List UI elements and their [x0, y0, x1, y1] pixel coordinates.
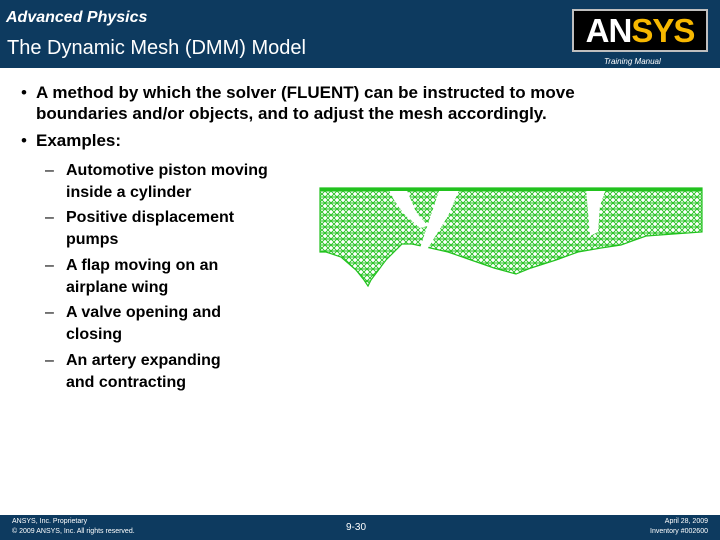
- mesh-domain: [320, 188, 702, 286]
- slide-title: The Dynamic Mesh (DMM) Model: [7, 37, 306, 59]
- training-manual-label: Training Manual: [604, 57, 661, 66]
- logo-text-sys: SYS: [631, 11, 695, 49]
- example-item: [45, 350, 316, 393]
- example-line1: Automotive piston moving: [66, 162, 268, 179]
- valve-mesh-image: [316, 182, 706, 292]
- footer-left: [12, 517, 135, 537]
- mesh-top-band: [320, 188, 702, 191]
- ansys-logo: [572, 9, 708, 52]
- example-line2: pumps: [66, 230, 119, 248]
- footer-copyright: © 2009 ANSYS, Inc. All rights reserved.: [12, 528, 135, 535]
- bullet-dot-icon: •: [21, 131, 27, 150]
- example-line1: A flap moving on an: [66, 257, 219, 274]
- footer-inventory: Inventory #002600: [650, 528, 708, 535]
- dash-icon: –: [45, 352, 54, 369]
- course-name: Advanced Physics: [6, 9, 148, 26]
- example-item: [45, 255, 316, 298]
- bullet-examples: [21, 130, 122, 151]
- example-line2: and contracting: [66, 373, 187, 391]
- dash-icon: –: [45, 304, 54, 321]
- dash-icon: –: [45, 209, 54, 226]
- example-line1: Positive displacement: [66, 209, 235, 226]
- footer-right: [650, 517, 708, 537]
- example-line2: closing: [66, 325, 123, 343]
- bullet-method-line1: A method by which the solver (FLUENT) can be instructed to move: [36, 83, 575, 102]
- footer-bar: [0, 515, 720, 540]
- bullet-examples-text: Examples:: [36, 131, 122, 150]
- example-line2: airplane wing: [66, 278, 169, 296]
- header-bar: [0, 0, 720, 68]
- example-line1: A valve opening and: [66, 304, 221, 321]
- dash-icon: –: [45, 162, 54, 179]
- example-line1: An artery expanding: [66, 352, 221, 369]
- footer-date: April 28, 2009: [664, 518, 708, 525]
- example-line2: inside a cylinder: [66, 183, 192, 201]
- logo-text-an: AN: [585, 11, 632, 49]
- example-item: [45, 302, 316, 345]
- bullet-method-line2: boundaries and/or objects, and to adjust the mesh accordingly.: [36, 104, 547, 123]
- example-item: [45, 207, 316, 250]
- dash-icon: –: [45, 257, 54, 274]
- bullet-method: [21, 82, 706, 124]
- bullet-dot-icon: •: [21, 83, 27, 102]
- footer-proprietary: ANSYS, Inc. Proprietary: [12, 518, 88, 525]
- page-number: 9-30: [346, 522, 367, 533]
- example-item: [45, 160, 316, 203]
